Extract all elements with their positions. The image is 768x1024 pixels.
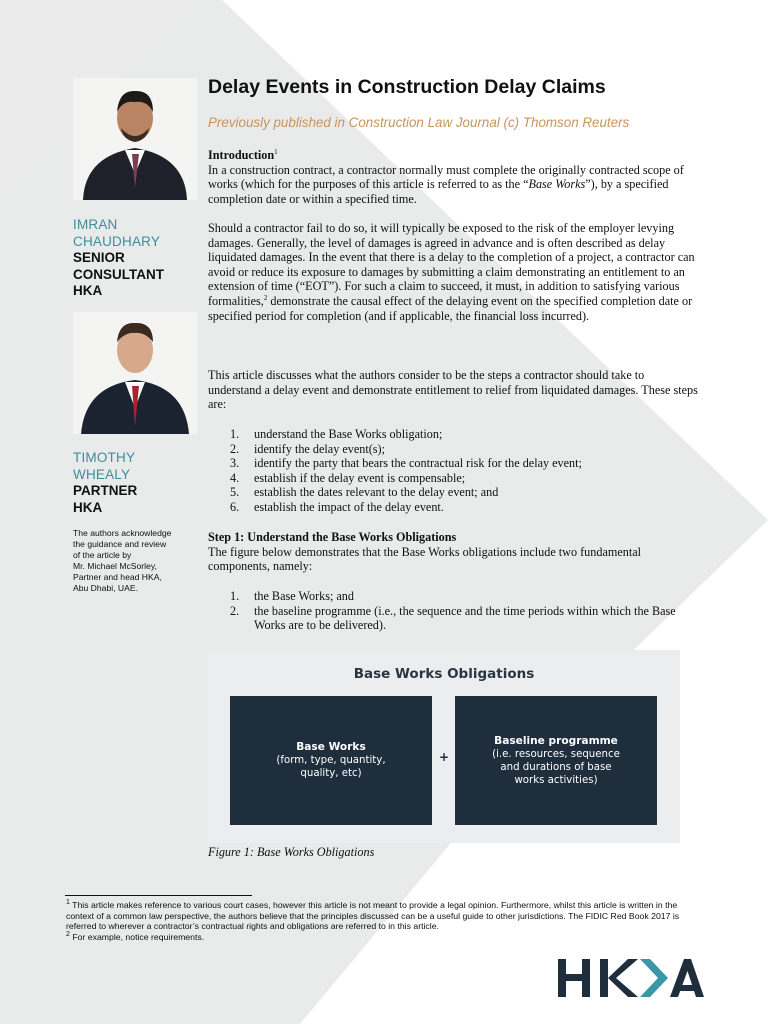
author-photo-timothy	[73, 312, 197, 434]
author-sidebar	[73, 78, 197, 300]
baseline-programme-box: Baseline programme (i.e. resources, sequence and durations of base works activities)	[455, 696, 657, 825]
components-list	[208, 589, 698, 633]
list-item: 3. identify the party that bears the contractual risk for the delay event;	[230, 456, 582, 471]
list-item: 2. identify the delay event(s);	[230, 441, 385, 456]
plus-sign: +	[438, 750, 450, 764]
figure-caption: Figure 1: Base Works Obligations	[208, 845, 375, 859]
footnote-2: $^2$ For example, notice requirements.	[66, 931, 205, 943]
acknowledgement-note: The authors acknowledge the guidance and review of the article by Mr. Michael McSorley, Partner and head HKA, Abu Dhabi, UAE.	[73, 528, 172, 593]
list-item: 5. establish the dates relevant to the delay event; and	[230, 485, 499, 500]
intro-paragraph-3-block	[208, 368, 698, 412]
figure-title: Base Works Obligations	[353, 666, 535, 682]
list-item: 6. establish the impact of the delay event.	[230, 499, 444, 514]
introduction-section	[208, 148, 698, 206]
intro-heading: Introduction	[208, 148, 275, 162]
step1-section	[208, 530, 698, 574]
author-name-2: TIMOTHY WHEALY	[73, 450, 136, 482]
author-name-1: IMRAN CHAUDHARY	[73, 217, 161, 249]
steps-list	[208, 427, 698, 515]
list-item: 2. the baseline programme (i.e., the sequence and the time periods within which the Base Works are to be delivered).	[230, 603, 676, 633]
step1-paragraph: The figure below demonstrates that the Base Works obligations include two fundamental components, namely:	[208, 544, 642, 574]
base-works-figure	[208, 650, 680, 843]
article-title: Delay Events in Construction Delay Claims	[208, 76, 606, 98]
step1-heading: Step 1: Understand the Base Works Obligations	[208, 530, 457, 544]
footnote-1: $^1$ This article makes reference to various court cases, however this article is not meant to provide a legal opinion. Furthermore, whilst this article is written in the context of a common law perspective, the authors believe that the principles discussed can be a useful guide to other jurisdictions. The FIDIC Red Book 2017 is referred to wherever a contractor’s contractual rights and obligations are referred to in this article.	[66, 899, 680, 932]
list-item: 1. the Base Works; and	[230, 589, 354, 603]
intro-paragraph-2-block	[208, 221, 698, 323]
author-photo-imran	[73, 78, 197, 200]
footnotes	[66, 900, 706, 943]
author-role-2: PARTNER HKA	[73, 483, 138, 515]
list-item: 1. understand the Base Works obligation;	[230, 427, 443, 441]
footnote-ref-2[interactable]: 2	[263, 293, 268, 302]
step1-list-block	[208, 589, 698, 633]
intro-paragraph-1: In a construction contract, a contractor normally must complete the originally contracted scope of works (which for the purposes of this article is referred to as the “Base Works”), by a specified completion date or within a specified time.	[208, 162, 684, 206]
base-works-box: Base Works (form, type, quantity, quality, etc)	[230, 696, 432, 825]
intro-paragraph-3: This article discusses what the authors consider to be the steps a contractor should take to understand a delay event and demonstrate entitlement to relief from liquidated damages. These steps are:	[208, 368, 698, 412]
footnote-ref-1[interactable]: 1	[274, 147, 278, 156]
author-sidebar-2	[73, 312, 197, 594]
hka-logo	[558, 955, 704, 1001]
steps-list-block	[208, 427, 698, 515]
article-subtitle: Previously published in Construction Law Journal (c) Thomson Reuters	[208, 115, 630, 130]
intro-paragraph-2: Should a contractor fail to do so, it will typically be exposed to the risk of the employer levying damages. Generally, the level of damages is agreed in advance and is often described as delay liquidated damages. In the event that there is a delay to the completion of a project, a contractor can avoid or reduce its exposure to damages by submitting a claim demonstrating an entitlement to an extension of time (“EOT”). For such a claim to succeed, it must, in addition to satisfying various formalities,$^2$ demonstrate the causal effect of the delaying event on the specified completion date or specified period for completion (and if applicable, the financial loss incurred).	[208, 221, 695, 323]
author-role-1: SENIOR CONSULTANT HKA	[73, 250, 164, 298]
footnote-divider	[65, 895, 252, 896]
list-item: 4. establish if the delay event is compensable;	[230, 470, 466, 485]
